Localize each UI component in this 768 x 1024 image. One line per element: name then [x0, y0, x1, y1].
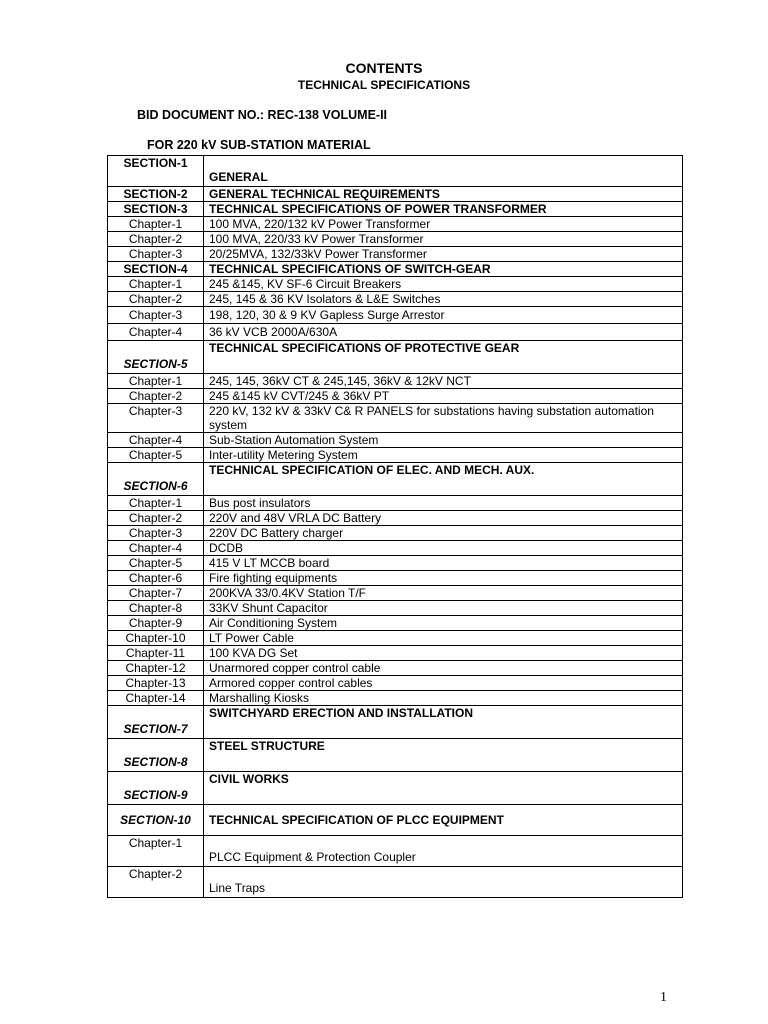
- chapter-title: 220 kV, 132 kV & 33kV C& R PANELS for substations having substation automation system: [204, 404, 683, 433]
- section-title: TECHNICAL SPECIFICATION OF ELEC. AND MECH. AUX.: [204, 463, 683, 496]
- material-description: FOR 220 kV SUB-STATION MATERIAL: [147, 138, 371, 152]
- chapter-title: Unarmored copper control cable: [204, 661, 683, 676]
- section-number: SECTION-3: [108, 202, 204, 217]
- table-row: [108, 277, 683, 292]
- chapter-title: Fire fighting equipments: [204, 571, 683, 586]
- chapter-number: Chapter-3: [108, 526, 204, 541]
- table-row: [108, 805, 683, 836]
- section-number: SECTION-7: [108, 706, 204, 739]
- section-title: GENERAL TECHNICAL REQUIREMENTS: [204, 187, 683, 202]
- chapter-title: 33KV Shunt Capacitor: [204, 601, 683, 616]
- section-number: SECTION-6: [108, 463, 204, 496]
- table-row: [108, 661, 683, 676]
- table-row: [108, 463, 683, 496]
- section-number: SECTION-5: [108, 341, 204, 374]
- table-row: [108, 262, 683, 277]
- chapter-title: 245, 145 & 36 KV Isolators & L&E Switches: [204, 292, 683, 307]
- chapter-title: 100 KVA DG Set: [204, 646, 683, 661]
- chapter-number: Chapter-1: [108, 374, 204, 389]
- chapter-title: Air Conditioning System: [204, 616, 683, 631]
- chapter-number: Chapter-14: [108, 691, 204, 706]
- table-row: [108, 307, 683, 324]
- chapter-title: 100 MVA, 220/33 kV Power Transformer: [204, 232, 683, 247]
- table-row: [108, 202, 683, 217]
- table-row: [108, 691, 683, 706]
- chapter-title: Inter-utility Metering System: [204, 448, 683, 463]
- chapter-title: 245 &145 kV CVT/245 & 36kV PT: [204, 389, 683, 404]
- chapter-number: Chapter-4: [108, 324, 204, 341]
- chapter-number: Chapter-3: [108, 247, 204, 262]
- chapter-number: Chapter-13: [108, 676, 204, 691]
- chapter-number: Chapter-3: [108, 404, 204, 433]
- section-number: SECTION-8: [108, 739, 204, 772]
- chapter-title: 220V DC Battery charger: [204, 526, 683, 541]
- chapter-number: Chapter-1: [108, 496, 204, 511]
- table-row: [108, 739, 683, 772]
- chapter-number: Chapter-2: [108, 232, 204, 247]
- contents-table: [107, 155, 683, 898]
- table-row: [108, 232, 683, 247]
- section-title: TECHNICAL SPECIFICATIONS OF POWER TRANSFORMER: [204, 202, 683, 217]
- chapter-number: Chapter-1: [108, 836, 204, 867]
- chapter-number: Chapter-10: [108, 631, 204, 646]
- table-row: [108, 448, 683, 463]
- chapter-title: 36 kV VCB 2000A/630A: [204, 324, 683, 341]
- chapter-title: 220V and 48V VRLA DC Battery: [204, 511, 683, 526]
- section-title: GENERAL: [204, 156, 683, 187]
- chapter-number: Chapter-12: [108, 661, 204, 676]
- chapter-number: Chapter-9: [108, 616, 204, 631]
- chapter-title: 245 &145, KV SF-6 Circuit Breakers: [204, 277, 683, 292]
- bid-document-number: BID DOCUMENT NO.: REC-138 VOLUME-II: [137, 108, 388, 122]
- section-title: SWITCHYARD ERECTION AND INSTALLATION: [204, 706, 683, 739]
- table-row: [108, 706, 683, 739]
- table-row: [108, 433, 683, 448]
- chapter-number: Chapter-2: [108, 511, 204, 526]
- table-row: [108, 496, 683, 511]
- table-row: [108, 772, 683, 805]
- table-row: [108, 374, 683, 389]
- chapter-title: Armored copper control cables: [204, 676, 683, 691]
- table-row: [108, 676, 683, 691]
- table-row: [108, 836, 683, 867]
- chapter-number: Chapter-7: [108, 586, 204, 601]
- chapter-title: LT Power Cable: [204, 631, 683, 646]
- table-row: [108, 511, 683, 526]
- section-title: CIVIL WORKS: [204, 772, 683, 805]
- chapter-title: Marshalling Kiosks: [204, 691, 683, 706]
- section-title: STEEL STRUCTURE: [204, 739, 683, 772]
- table-row: [108, 404, 683, 433]
- chapter-title: Sub-Station Automation System: [204, 433, 683, 448]
- table-row: [108, 556, 683, 571]
- page-subtitle: TECHNICAL SPECIFICATIONS: [297, 78, 471, 92]
- chapter-number: Chapter-2: [108, 389, 204, 404]
- section-number: SECTION-2: [108, 187, 204, 202]
- table-row: [108, 187, 683, 202]
- chapter-title: Line Traps: [204, 867, 683, 898]
- table-row: [108, 341, 683, 374]
- table-row: [108, 292, 683, 307]
- chapter-number: Chapter-4: [108, 541, 204, 556]
- chapter-title: PLCC Equipment & Protection Coupler: [204, 836, 683, 867]
- table-row: [108, 631, 683, 646]
- page-title: CONTENTS: [345, 60, 423, 76]
- table-row: [108, 526, 683, 541]
- chapter-number: Chapter-6: [108, 571, 204, 586]
- chapter-number: Chapter-1: [108, 217, 204, 232]
- chapter-number: Chapter-5: [108, 556, 204, 571]
- table-row: [108, 646, 683, 661]
- table-row: [108, 217, 683, 232]
- section-number: SECTION-4: [108, 262, 204, 277]
- chapter-number: Chapter-3: [108, 307, 204, 324]
- chapter-title: DCDB: [204, 541, 683, 556]
- section-number: SECTION-1: [108, 156, 204, 187]
- table-row: [108, 247, 683, 262]
- section-title: TECHNICAL SPECIFICATIONS OF SWITCH-GEAR: [204, 262, 683, 277]
- chapter-number: Chapter-4: [108, 433, 204, 448]
- table-row: [108, 586, 683, 601]
- page-number: 1: [660, 990, 667, 1005]
- table-row: [108, 867, 683, 898]
- chapter-title: 415 V LT MCCB board: [204, 556, 683, 571]
- section-title: TECHNICAL SPECIFICATION OF PLCC EQUIPMENT: [204, 805, 683, 836]
- table-row: [108, 601, 683, 616]
- chapter-title: 100 MVA, 220/132 kV Power Transformer: [204, 217, 683, 232]
- table-row: [108, 541, 683, 556]
- chapter-title: Bus post insulators: [204, 496, 683, 511]
- table-row: [108, 156, 683, 187]
- table-row: [108, 389, 683, 404]
- chapter-number: Chapter-1: [108, 277, 204, 292]
- section-number: SECTION-9: [108, 772, 204, 805]
- chapter-title: 245, 145, 36kV CT & 245,145, 36kV & 12kV NCT: [204, 374, 683, 389]
- chapter-number: Chapter-11: [108, 646, 204, 661]
- chapter-title: 198, 120, 30 & 9 KV Gapless Surge Arrestor: [204, 307, 683, 324]
- table-row: [108, 571, 683, 586]
- chapter-number: Chapter-5: [108, 448, 204, 463]
- table-row: [108, 616, 683, 631]
- section-title: TECHNICAL SPECIFICATIONS OF PROTECTIVE GEAR: [204, 341, 683, 374]
- chapter-title: 200KVA 33/0.4KV Station T/F: [204, 586, 683, 601]
- section-number: SECTION-10: [108, 805, 204, 836]
- chapter-number: Chapter-2: [108, 292, 204, 307]
- table-row: [108, 324, 683, 341]
- chapter-number: Chapter-8: [108, 601, 204, 616]
- chapter-title: 20/25MVA, 132/33kV Power Transformer: [204, 247, 683, 262]
- chapter-number: Chapter-2: [108, 867, 204, 898]
